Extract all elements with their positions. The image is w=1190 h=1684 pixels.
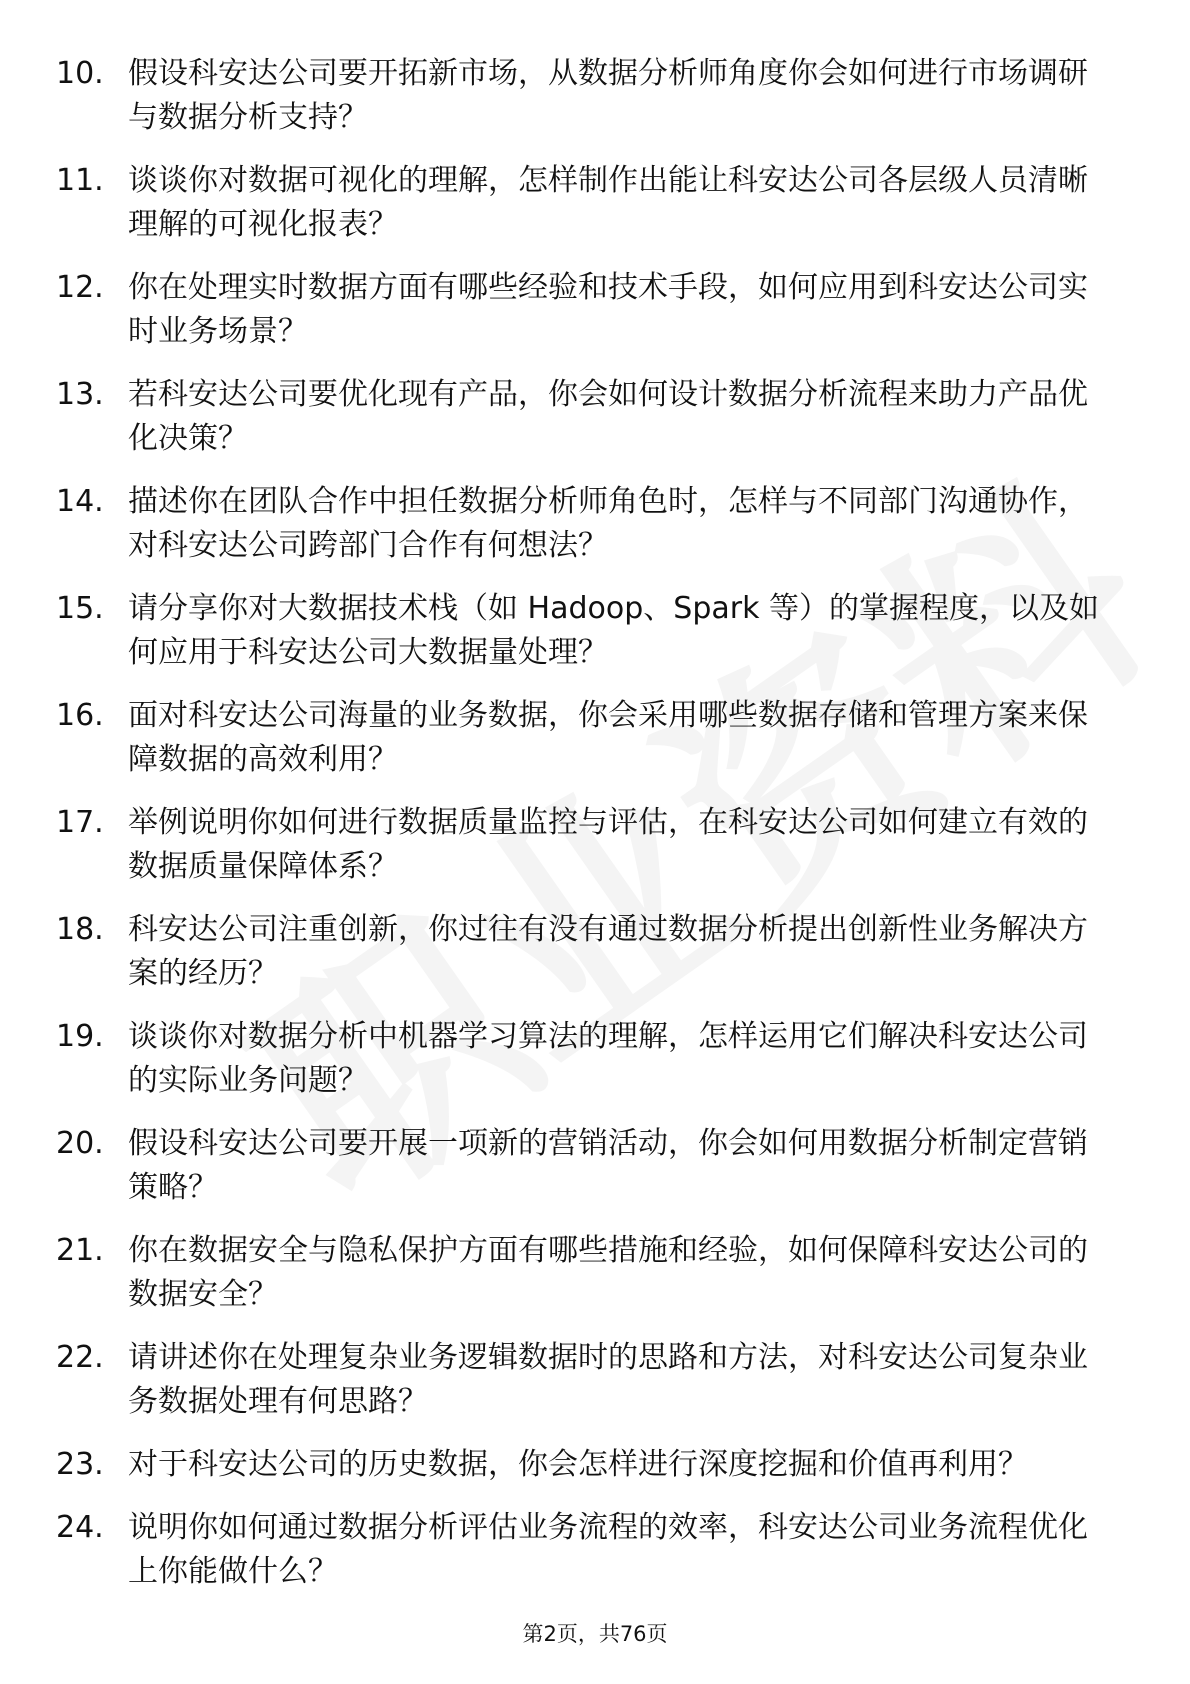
item-number: 18.: [56, 912, 104, 947]
list-item: [0, 587, 1190, 675]
item-text: 说明你如何通过数据分析评估业务流程的效率，科安达公司业务流程优化上你能做什么？: [128, 1510, 1088, 1589]
item-text: 描述你在团队合作中担任数据分析师角色时，怎样与不同部门沟通协作，对科安达公司跨部门合作有何想法？: [128, 484, 1088, 563]
item-text: 请分享你对大数据技术栈（如 Hadoop、Spark 等）的掌握程度，以及如何应用于科安达公司大数据量处理？: [128, 591, 1099, 670]
item-text: 假设科安达公司要开拓新市场，从数据分析师角度你会如何进行市场调研与数据分析支持？: [128, 56, 1088, 135]
item-text: 你在处理实时数据方面有哪些经验和技术手段，如何应用到科安达公司实时业务场景？: [128, 270, 1088, 349]
item-number: 12.: [56, 270, 104, 305]
list-item: [0, 1506, 1190, 1594]
list-item: [0, 1229, 1190, 1317]
item-text: 若科安达公司要优化现有产品，你会如何设计数据分析流程来助力产品优化决策？: [128, 377, 1088, 456]
item-number: 14.: [56, 484, 104, 519]
question-list: [0, 52, 1190, 1613]
list-item: [0, 1336, 1190, 1424]
list-item: [0, 694, 1190, 782]
list-item: [0, 1122, 1190, 1210]
item-number: 24.: [56, 1510, 104, 1545]
page-footer: 第2页，共76页: [522, 1622, 668, 1646]
item-text: 请讲述你在处理复杂业务逻辑数据时的思路和方法，对科安达公司复杂业务数据处理有何思路？: [128, 1340, 1088, 1419]
item-number: 23.: [56, 1447, 104, 1482]
list-item: [0, 801, 1190, 889]
list-item: [0, 52, 1190, 140]
item-text: 举例说明你如何进行数据质量监控与评估，在科安达公司如何建立有效的数据质量保障体系？: [128, 805, 1088, 884]
item-number: 22.: [56, 1340, 104, 1375]
list-item: [0, 1015, 1190, 1103]
item-number: 21.: [56, 1233, 104, 1268]
list-item: [0, 373, 1190, 461]
item-number: 19.: [56, 1019, 104, 1054]
item-text: 你在数据安全与隐私保护方面有哪些措施和经验，如何保障科安达公司的数据安全？: [128, 1233, 1088, 1312]
item-number: 15.: [56, 591, 104, 626]
item-number: 20.: [56, 1126, 104, 1161]
item-number: 11.: [56, 163, 104, 198]
list-item: [0, 159, 1190, 247]
item-number: 13.: [56, 377, 104, 412]
item-number: 17.: [56, 805, 104, 840]
item-text: 谈谈你对数据可视化的理解，怎样制作出能让科安达公司各层级人员清晰理解的可视化报表？: [128, 163, 1088, 242]
item-text: 对于科安达公司的历史数据，你会怎样进行深度挖掘和价值再利用？: [128, 1447, 1028, 1482]
list-item: [0, 266, 1190, 354]
item-number: 10.: [56, 56, 104, 91]
list-item: [0, 480, 1190, 568]
list-item: [0, 1443, 1190, 1487]
item-text: 科安达公司注重创新，你过往有没有通过数据分析提出创新性业务解决方案的经历？: [128, 912, 1088, 991]
item-text: 谈谈你对数据分析中机器学习算法的理解，怎样运用它们解决科安达公司的实际业务问题？: [128, 1019, 1088, 1098]
item-text: 假设科安达公司要开展一项新的营销活动，你会如何用数据分析制定营销策略？: [128, 1126, 1088, 1205]
item-number: 16.: [56, 698, 104, 733]
item-text: 面对科安达公司海量的业务数据，你会采用哪些数据存储和管理方案来保障数据的高效利用？: [128, 698, 1088, 777]
list-item: [0, 908, 1190, 996]
